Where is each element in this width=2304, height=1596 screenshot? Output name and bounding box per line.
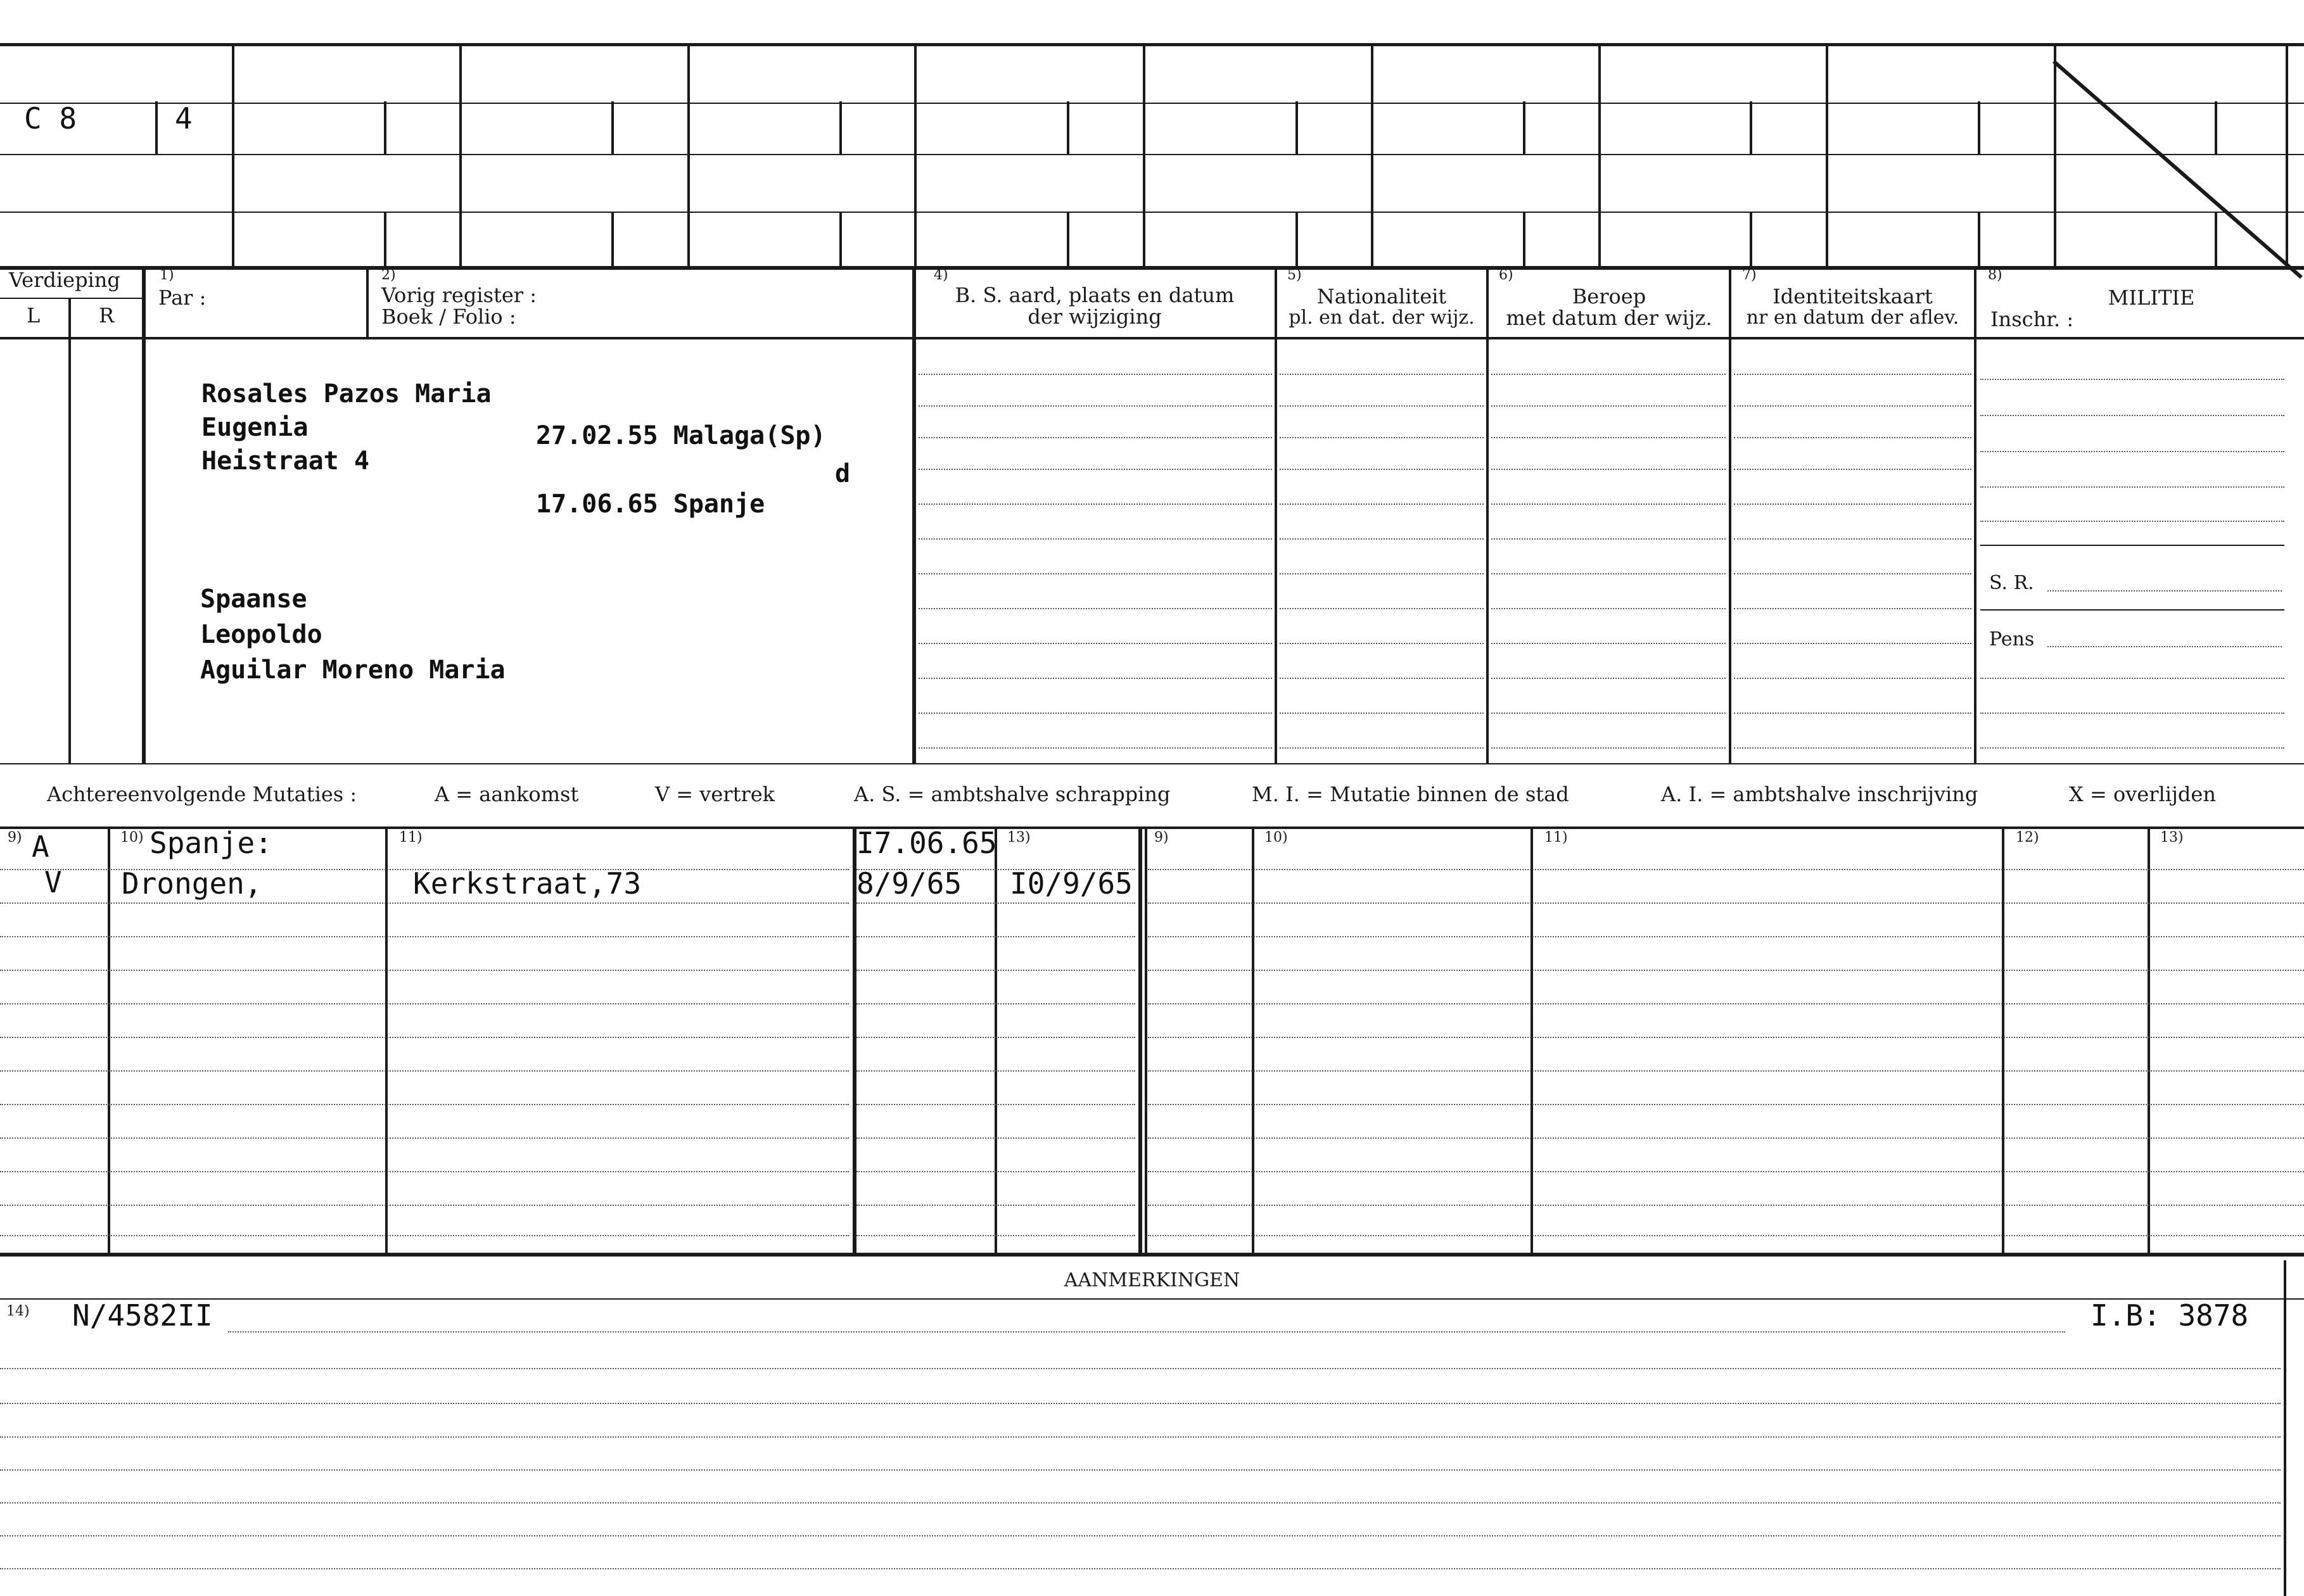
- legend-x: X = overlijden: [2069, 782, 2216, 806]
- id-header-line2: nr en datum der aflev.: [1746, 307, 1959, 329]
- mut-col10b-number: 10): [1264, 830, 1288, 846]
- militie-label: MILITIE: [2108, 286, 2195, 310]
- top-code-1: C 8: [24, 101, 77, 136]
- legend-a: A = aankomst: [435, 782, 579, 806]
- remarks-ib: I.B: 3878: [2091, 1298, 2249, 1333]
- mut-col11-number: 11): [399, 830, 423, 846]
- beroep-header-line2: met datum der wijz.: [1506, 306, 1712, 330]
- person-name-line1: Rosales Pazos Maria: [201, 379, 492, 408]
- mother-name: Aguilar Moreno Maria: [200, 656, 506, 685]
- person-name-line2: Eugenia: [201, 413, 309, 442]
- top-code-2: 4: [175, 101, 193, 136]
- mutation-2-date1: 8/9/65: [856, 866, 962, 901]
- inschr-label: Inschr. :: [1990, 307, 2074, 331]
- sr-label: S. R.: [1989, 572, 2034, 594]
- mut-col9-number: 9): [8, 830, 22, 846]
- remarks-reference: N/4582II: [72, 1298, 213, 1333]
- col-4-number: 4): [934, 267, 948, 283]
- arrival-date-place: 17.06.65 Spanje: [536, 490, 765, 519]
- marker-d: d: [835, 459, 851, 488]
- mut-col12b-number: 12): [2016, 830, 2039, 846]
- col-l-label: L: [27, 303, 41, 327]
- mutation-2-place: Drongen,: [122, 866, 262, 901]
- person-address: Heistraat 4: [201, 446, 369, 476]
- legend-ai: A. I. = ambtshalve inschrijving: [1661, 782, 1978, 806]
- col-7-number: 7): [1742, 267, 1757, 283]
- birth-date-place: 27.02.55 Malaga(Sp): [536, 421, 826, 450]
- mut-col10-number: 10): [120, 830, 144, 846]
- mutation-2-type: V: [44, 865, 62, 899]
- mut-col13-number: 13): [1007, 830, 1031, 846]
- col-r-label: R: [99, 303, 115, 327]
- nat-header-line1: Nationaliteit: [1316, 284, 1447, 308]
- boek-folio-label: Boek / Folio :: [381, 305, 516, 329]
- nat-header-line2: pl. en dat. der wijz.: [1289, 307, 1475, 329]
- verdieping-label: Verdieping: [9, 268, 120, 292]
- mutation-1-type: A: [32, 830, 49, 864]
- bs-header-line1: B. S. aard, plaats en datum: [955, 283, 1235, 307]
- mut-col11b-number: 11): [1544, 830, 1568, 846]
- col-1-number: 1): [160, 267, 174, 283]
- pens-label: Pens: [1989, 628, 2035, 650]
- mutation-2-date2: I0/9/65: [1010, 866, 1133, 901]
- mutation-1-date: I7.06.65: [856, 826, 997, 860]
- col-5-number: 5): [1287, 267, 1302, 283]
- vorig-register-label: Vorig register :: [381, 283, 537, 307]
- col-6-number: 6): [1499, 267, 1513, 283]
- mut-col13b-number: 13): [2160, 830, 2184, 846]
- col-2-number: 2): [381, 267, 396, 283]
- remarks-number: 14): [6, 1303, 30, 1319]
- nationality: Spaanse: [200, 585, 307, 614]
- mut-col9b-number: 9): [1154, 830, 1169, 846]
- legend-mi: M. I. = Mutatie binnen de stad: [1252, 782, 1569, 806]
- beroep-header-line1: Beroep: [1572, 284, 1646, 308]
- legend-v: V = vertrek: [655, 782, 775, 806]
- par-label: Par :: [158, 286, 207, 310]
- remarks-title: AANMERKINGEN: [1064, 1269, 1240, 1291]
- legend-as: A. S. = ambtshalve schrapping: [854, 782, 1171, 806]
- father-name: Leopoldo: [200, 620, 322, 649]
- mutation-1-place: Spanje:: [150, 826, 272, 860]
- col-8-number: 8): [1988, 267, 2002, 283]
- legend-title: Achtereenvolgende Mutaties :: [47, 782, 357, 806]
- bs-header-line2: der wijziging: [1028, 305, 1162, 329]
- id-header-line1: Identiteitskaart: [1773, 284, 1933, 308]
- diagonal-strike: [2053, 60, 2304, 282]
- mutation-2-address: Kerkstraat,73: [413, 866, 642, 901]
